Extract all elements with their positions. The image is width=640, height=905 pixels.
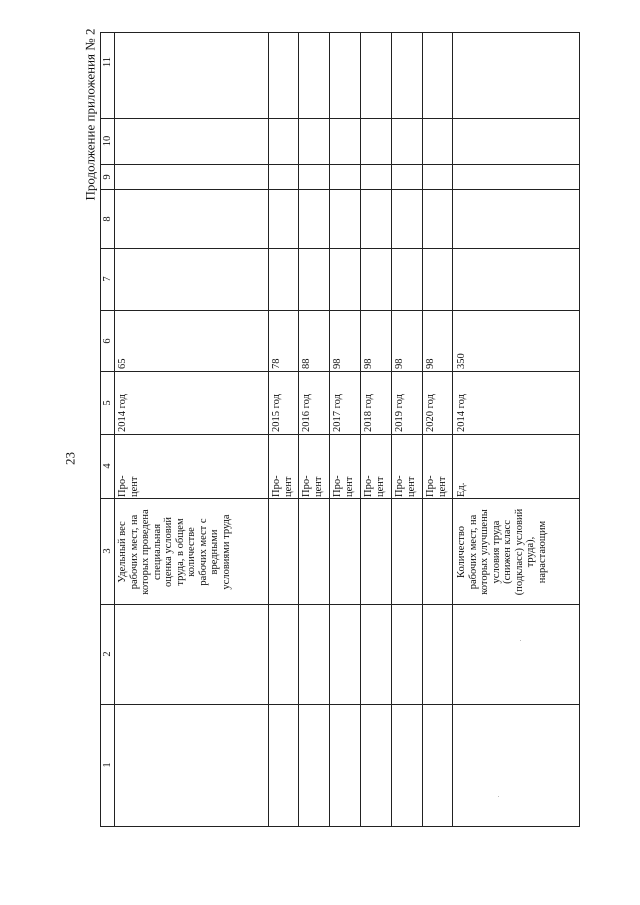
indicators-table bbox=[100, 32, 580, 827]
column-number: 9 bbox=[102, 174, 113, 180]
column-number: 3 bbox=[102, 548, 113, 554]
indicator-1-value: 88 bbox=[301, 358, 312, 369]
indicator-1-unit: Про- цент bbox=[117, 475, 140, 497]
indicator-2-unit: Ед. bbox=[456, 482, 467, 497]
indicator-1-name: Удельный вес рабочих мест, на которых проведена специальная оценка условий труда, в общем количестве рабочих мест с вредными условиями труда bbox=[117, 509, 232, 595]
indicator-1-unit: Про- цент bbox=[394, 475, 417, 497]
page-number: 23 bbox=[62, 452, 78, 465]
column-number: 7 bbox=[102, 276, 113, 282]
indicator-1-value: 98 bbox=[394, 358, 405, 369]
indicator-1-year: 2014 год bbox=[117, 394, 128, 432]
indicator-1-year: 2018 год bbox=[363, 394, 374, 432]
column-number: 6 bbox=[102, 338, 113, 344]
indicator-2-value: 350 bbox=[456, 353, 467, 369]
column-number: 8 bbox=[102, 216, 113, 222]
indicator-1-unit: Про- цент bbox=[332, 475, 355, 497]
indicator-1-value: 98 bbox=[332, 358, 343, 369]
indicator-1-value: 98 bbox=[363, 358, 374, 369]
indicator-1-value: 98 bbox=[425, 358, 436, 369]
column-number: 5 bbox=[102, 400, 113, 406]
indicator-1-year: 2019 год bbox=[394, 394, 405, 432]
indicator-1-unit: Про- цент bbox=[271, 475, 294, 497]
scan-speck bbox=[498, 796, 499, 797]
indicator-1-year: 2020 год bbox=[425, 394, 436, 432]
column-number: 4 bbox=[102, 463, 113, 469]
indicator-2-year: 2014 год bbox=[456, 394, 467, 432]
continuation-label: Продолжение приложения № 2 bbox=[82, 28, 98, 201]
indicator-1-value: 78 bbox=[271, 358, 282, 369]
scan-speck bbox=[520, 640, 521, 641]
indicator-1-unit: Про- цент bbox=[425, 475, 448, 497]
indicator-1-unit: Про- цент bbox=[363, 475, 386, 497]
indicator-1-year: 2017 год bbox=[332, 394, 343, 432]
indicator-1-value: 65 bbox=[117, 358, 128, 369]
indicator-2-name: Количество рабочих мест, на которых улучшены условия труда (снижен класс (подкласс) условий труда), нарастающим bbox=[456, 508, 548, 596]
column-number: 10 bbox=[102, 135, 113, 147]
column-number: 1 bbox=[102, 762, 113, 768]
column-number: 11 bbox=[102, 56, 113, 68]
indicator-1-unit: Про- цент bbox=[301, 475, 324, 497]
indicator-1-year: 2016 год bbox=[301, 394, 312, 432]
indicator-1-year: 2015 год bbox=[271, 394, 282, 432]
column-number: 2 bbox=[102, 651, 113, 657]
